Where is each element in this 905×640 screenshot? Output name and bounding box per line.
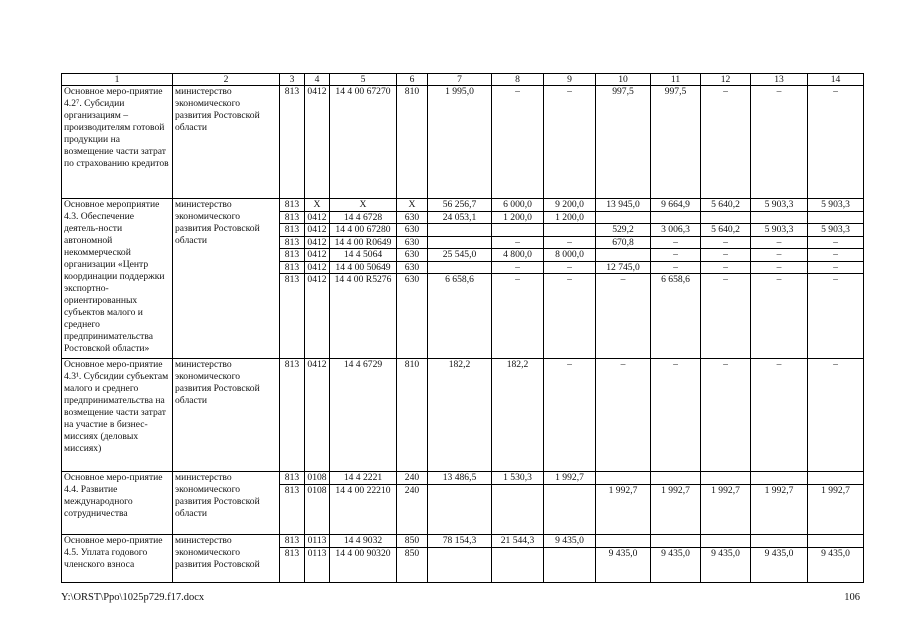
column-number: 7 (428, 74, 492, 86)
executor: министерство экономического развития Ростовской (173, 535, 280, 583)
cell-value (751, 212, 807, 225)
cell-value: 14 4 00 R5276 (334, 274, 392, 285)
value-cell (492, 535, 544, 583)
cell-value: – (544, 237, 595, 250)
cell-value: 813 (280, 212, 304, 225)
measure-description: Основное мероприятие 4.3. Обеспечение деятель-ности автономной некоммерческой организации «Центр координации поддержки экспортно-ориентированных субъектов малого и среднего предпринимательства Ростовской области» (62, 199, 173, 359)
cell-value: 850 (404, 547, 420, 559)
column-number: 14 (808, 74, 864, 86)
cell-value: 1 992,7 (764, 484, 794, 496)
executor: министерство экономического развития Ростовской области (173, 86, 280, 199)
cell-value (428, 485, 491, 497)
cell-value: – (651, 249, 700, 262)
cell-value: – (751, 237, 807, 250)
cell-value (596, 535, 650, 548)
value-cell (751, 199, 808, 359)
cell-value: 9 664,9 (651, 199, 700, 212)
cell-value: 1 992,7 (608, 484, 638, 496)
cell-value (544, 548, 595, 560)
cell-value: 813 (284, 547, 300, 559)
cell-value: 14 4 00 50649 (330, 262, 396, 275)
cell-value: 9 435,0 (608, 547, 638, 559)
cell-value (701, 472, 750, 485)
cell-value: 813 (284, 86, 300, 97)
cell-value (751, 472, 807, 485)
cell-value: – (492, 237, 543, 250)
cell-value: 1 995,0 (445, 86, 474, 97)
cell-value: – (723, 274, 728, 285)
cell-value: 14 4 00 90320 (335, 547, 391, 559)
cell-value: – (567, 359, 572, 370)
cell-value: 5 640,2 (701, 199, 750, 212)
cell-value: 813 (280, 535, 304, 548)
cell-value: 670,8 (596, 237, 650, 250)
executor: министерство экономического развития Ростовской области (173, 359, 280, 472)
cell-value (701, 212, 750, 225)
cell-value (596, 212, 650, 225)
cell-value: – (808, 249, 863, 262)
cell-value (428, 262, 491, 275)
cell-value (651, 472, 700, 485)
value-cell (280, 472, 305, 535)
cell-value: 21 544,3 (492, 535, 543, 548)
cell-value: – (776, 359, 782, 370)
cell-value: 630 (397, 262, 427, 275)
cell-value: 24 053,1 (428, 212, 491, 225)
cell-value: – (751, 249, 807, 262)
cell-value: – (723, 86, 728, 97)
cell-value (701, 535, 750, 548)
cell-value: 14 4 00 22210 (335, 484, 391, 496)
cell-value: – (673, 359, 678, 370)
cell-value: – (567, 86, 572, 97)
cell-value: 813 (284, 484, 300, 496)
cell-value: – (723, 359, 728, 370)
cell-value: 813 (284, 359, 300, 370)
column-number: 8 (492, 74, 544, 86)
value-cell (544, 535, 596, 583)
value-cell (808, 86, 864, 199)
value-cell (428, 359, 492, 472)
cell-value: – (515, 86, 520, 97)
cell-value: 5 903,3 (808, 224, 863, 237)
value-cell (397, 535, 428, 583)
value-cell (330, 86, 397, 199)
cell-value (428, 237, 491, 250)
cell-value: 1 200,0 (492, 212, 543, 225)
value-cell (596, 535, 651, 583)
value-cell (544, 472, 596, 535)
value-cell (428, 86, 492, 199)
cell-value: 0113 (307, 547, 327, 559)
cell-value: – (620, 274, 626, 285)
table-row (62, 86, 864, 199)
column-number: 10 (596, 74, 651, 86)
cell-value: 0412 (305, 249, 329, 262)
cell-value (492, 485, 543, 497)
value-cell (544, 359, 596, 472)
cell-value: – (567, 274, 572, 285)
value-cell (280, 86, 305, 199)
cell-value (596, 472, 650, 485)
value-cell (751, 86, 808, 199)
column-number: 2 (173, 74, 280, 86)
cell-value (492, 224, 543, 237)
cell-value: 813 (284, 274, 300, 285)
cell-value: 78 154,3 (428, 535, 491, 548)
table-row (62, 472, 864, 535)
cell-value: – (544, 262, 595, 275)
value-cell (751, 359, 808, 472)
table-row (62, 359, 864, 472)
cell-value: – (776, 274, 782, 285)
cell-value (544, 224, 595, 237)
cell-value (651, 535, 700, 548)
value-cell (330, 359, 397, 472)
cell-value: 1 992,7 (711, 484, 740, 496)
value-cell (492, 359, 544, 472)
cell-value: – (833, 359, 838, 370)
cell-value: 813 (280, 262, 304, 275)
column-number-row (62, 74, 864, 86)
cell-value: – (651, 262, 700, 275)
cell-value: 810 (404, 359, 420, 370)
cell-value: 0108 (307, 484, 327, 496)
cell-value: 630 (397, 224, 427, 237)
cell-value: – (776, 86, 782, 97)
value-cell (808, 359, 864, 472)
cell-value: 813 (280, 249, 304, 262)
cell-value: 6 000,0 (492, 199, 543, 212)
cell-value: 9 435,0 (711, 547, 740, 559)
cell-value: 240 (404, 484, 420, 496)
column-number: 3 (280, 74, 305, 86)
cell-value: 6 658,6 (445, 274, 474, 285)
value-cell (808, 535, 864, 583)
value-cell (701, 86, 751, 199)
value-cell (651, 535, 701, 583)
cell-value: – (492, 262, 543, 275)
cell-value (428, 548, 491, 560)
column-number: 4 (305, 74, 330, 86)
value-cell (397, 472, 428, 535)
value-cell (651, 86, 701, 199)
value-cell (428, 472, 492, 535)
value-cell (330, 535, 397, 583)
column-number: 1 (62, 74, 173, 86)
value-cell (701, 359, 751, 472)
value-cell (596, 359, 651, 472)
cell-value: 0412 (307, 359, 327, 370)
value-cell (808, 199, 864, 359)
cell-value: 8 000,0 (544, 249, 595, 262)
value-cell (492, 472, 544, 535)
value-cell (701, 199, 751, 359)
value-cell (651, 199, 701, 359)
measure-description: Основное меро-приятие 4.5. Уплата годового членского взноса (62, 535, 173, 583)
cell-value: 12 745,0 (596, 262, 650, 275)
column-number: 5 (330, 74, 397, 86)
measure-description: Основное меро-приятие 4.2⁷. Субсидии организациям – производителям готовой продукции на возмещение части затрат по страхованию кредитов (62, 86, 173, 199)
cell-value: 5 640,2 (701, 224, 750, 237)
cell-value: Х (305, 199, 329, 212)
cell-value: 14 4 6728 (330, 212, 396, 225)
cell-value: – (651, 237, 700, 250)
cell-value: 997,5 (664, 86, 687, 97)
cell-value: 0113 (305, 535, 329, 548)
value-cell (428, 535, 492, 583)
cell-value: 14 4 9032 (330, 535, 396, 548)
value-cell (544, 86, 596, 199)
cell-value: 813 (280, 237, 304, 250)
cell-value (751, 535, 807, 548)
cell-value: 25 545,0 (428, 249, 491, 262)
value-cell (280, 535, 305, 583)
cell-value: 0412 (305, 212, 329, 225)
value-cell (596, 199, 651, 359)
cell-value: 5 903,3 (808, 199, 863, 212)
value-cell (397, 86, 428, 199)
value-cell (808, 472, 864, 535)
value-cell (330, 472, 397, 535)
cell-value: 4 800,0 (492, 249, 543, 262)
value-cell (397, 199, 428, 359)
cell-value: 997,5 (612, 86, 634, 97)
table-row (62, 535, 864, 583)
cell-value: 5 903,3 (751, 199, 807, 212)
cell-value: 182,2 (506, 359, 529, 370)
value-cell (280, 199, 305, 359)
value-cell (428, 199, 492, 359)
cell-value: – (808, 237, 863, 250)
cell-value (808, 212, 863, 225)
cell-value: 9 435,0 (544, 535, 595, 548)
cell-value: – (701, 237, 750, 250)
cell-value: 0412 (307, 274, 327, 285)
cell-value: 14 4 00 67270 (335, 86, 391, 97)
cell-value: 9 435,0 (661, 547, 690, 559)
cell-value: 13 486,5 (428, 472, 491, 485)
value-cell (701, 472, 751, 535)
value-cell (305, 199, 330, 359)
measure-description: Основное меро-приятие 4.3¹. Субсидии субъектам малого и среднего предпринимательства на возмещение части затрат на участие в бизнес-миссиях (деловых миссиях) (62, 359, 173, 472)
cell-value: 182,2 (448, 359, 471, 370)
cell-value: 1 200,0 (544, 212, 595, 225)
cell-value (808, 535, 863, 548)
value-cell (305, 86, 330, 199)
executor: министерство экономического развития Ростовской области (173, 199, 280, 359)
table-row (62, 199, 864, 359)
cell-value: – (808, 262, 863, 275)
cell-value: 813 (280, 472, 304, 485)
cell-value: 5 903,3 (751, 224, 807, 237)
column-number: 13 (751, 74, 808, 86)
cell-value: – (751, 262, 807, 275)
value-cell (305, 535, 330, 583)
column-number: 11 (651, 74, 701, 86)
cell-value (428, 224, 491, 237)
cell-value: 630 (397, 249, 427, 262)
value-cell (701, 535, 751, 583)
cell-value: 1 530,3 (492, 472, 543, 485)
cell-value: – (833, 274, 838, 285)
value-cell (751, 472, 808, 535)
document-path: Y:\ORST\Ppo\1025p729.f17.docx (61, 592, 205, 603)
cell-value: 14 4 00 R0649 (330, 237, 396, 250)
value-cell (280, 359, 305, 472)
cell-value (544, 485, 595, 497)
cell-value: 0108 (305, 472, 329, 485)
cell-value: Х (397, 199, 427, 212)
value-cell (596, 472, 651, 535)
cell-value: 14 4 2221 (330, 472, 396, 485)
cell-value: 810 (404, 86, 420, 97)
cell-value: – (515, 274, 520, 285)
cell-value: 56 256,7 (428, 199, 491, 212)
cell-value: 850 (397, 535, 427, 548)
cell-value: 6 658,6 (661, 274, 690, 285)
cell-value: 0412 (305, 224, 329, 237)
value-cell (397, 359, 428, 472)
cell-value: 630 (404, 274, 420, 285)
column-number: 6 (397, 74, 428, 86)
cell-value: 813 (280, 224, 304, 237)
cell-value: 1 992,7 (821, 484, 850, 496)
value-cell (544, 199, 596, 359)
budget-table (61, 73, 864, 583)
cell-value: 3 006,3 (651, 224, 700, 237)
cell-value: 14 4 6729 (343, 359, 383, 370)
cell-value (808, 472, 863, 485)
cell-value: – (833, 86, 838, 97)
cell-value: 9 200,0 (544, 199, 595, 212)
value-cell (492, 86, 544, 199)
cell-value: 0412 (305, 237, 329, 250)
cell-value: – (620, 359, 626, 370)
cell-value: 0412 (305, 262, 329, 275)
cell-value: – (701, 262, 750, 275)
cell-value: 529,2 (596, 224, 650, 237)
value-cell (305, 472, 330, 535)
cell-value: 630 (397, 237, 427, 250)
cell-value: 9 435,0 (821, 547, 850, 559)
value-cell (651, 472, 701, 535)
value-cell (651, 359, 701, 472)
cell-value: 0412 (307, 86, 327, 97)
cell-value: 630 (397, 212, 427, 225)
value-cell (492, 199, 544, 359)
value-cell (305, 359, 330, 472)
cell-value: 1 992,7 (661, 484, 690, 496)
cell-value (596, 249, 650, 262)
cell-value: 240 (397, 472, 427, 485)
cell-value: 13 945,0 (596, 199, 650, 212)
value-cell (330, 199, 397, 359)
cell-value: 14 4 5064 (330, 249, 396, 262)
cell-value: – (701, 249, 750, 262)
column-number: 12 (701, 74, 751, 86)
value-cell (596, 86, 651, 199)
cell-value: 1 992,7 (544, 472, 595, 485)
column-number: 9 (544, 74, 596, 86)
cell-value: 813 (280, 199, 304, 212)
cell-value: Х (330, 199, 396, 212)
cell-value: 9 435,0 (764, 547, 794, 559)
cell-value (492, 548, 543, 560)
value-cell (751, 535, 808, 583)
measure-description: Основное меро-приятие 4.4. Развитие международного сотрудничества (62, 472, 173, 535)
cell-value (651, 212, 700, 225)
page-number: 106 (844, 592, 860, 603)
cell-value: 14 4 00 67280 (330, 224, 396, 237)
executor: министерство экономического развития Ростовской области (173, 472, 280, 535)
